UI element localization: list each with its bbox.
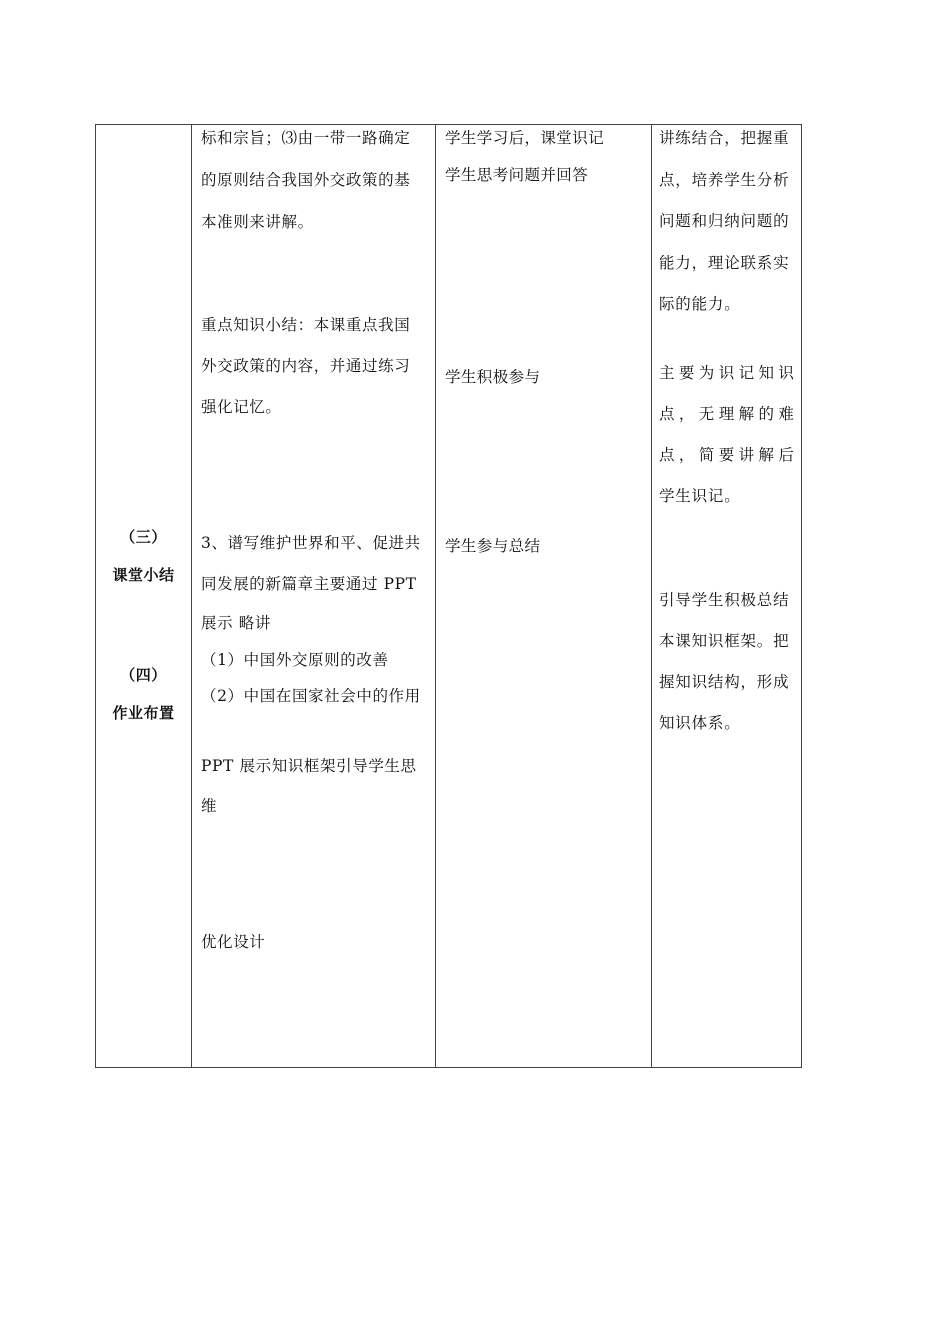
teacher-text-line: 本准则来讲解。 [201, 213, 314, 231]
intent-text-line: 能力，理论联系实 [659, 254, 790, 272]
teacher-text-line: 外交政策的内容，并通过练习 [201, 357, 411, 375]
intent-text-line: 讲练结合，把握重 [659, 129, 790, 147]
student-text-line: 学生思考问题并回答 [445, 166, 589, 184]
intent-text-line: 点，无理解的难 [659, 405, 799, 423]
teacher-text-line: 重点知识小结：本课重点我国 [201, 316, 411, 334]
intent-text-line: 际的能力。 [659, 295, 741, 313]
intent-text-line: 点，简要讲解后 [659, 446, 799, 464]
teacher-text-line: 优化设计 [201, 933, 266, 951]
student-text-line: 学生参与总结 [445, 537, 541, 555]
section-label-cell [96, 125, 191, 1067]
student-activity-cell [435, 125, 651, 1067]
teacher-activity-cell [191, 125, 435, 1067]
intent-text-line: 学生识记。 [659, 487, 741, 505]
intent-text-line: 引导学生积极总结 [659, 591, 790, 609]
student-text-line: 学生积极参与 [445, 368, 541, 386]
section-4-title: 作业布置 [112, 704, 175, 722]
teacher-text-line: （2）中国在国家社会中的作用 [201, 687, 421, 705]
section-4-number: （四） [120, 666, 167, 684]
teacher-text-line: 强化记忆。 [201, 398, 282, 416]
intent-text-line: 知识体系。 [659, 714, 741, 732]
section-3-number: （三） [120, 528, 167, 546]
intent-text-line: 握知识结构，形成 [659, 673, 790, 691]
intent-text-line: 主要为识记知识 [659, 364, 799, 382]
teacher-text-line: 维 [201, 797, 218, 815]
teacher-text-line: 的原则结合我国外交政策的基 [201, 171, 411, 189]
teacher-text-line: 同发展的新篇章主要通过 PPT [201, 575, 417, 593]
design-intent-cell [651, 125, 803, 1067]
intent-text-line: 本课知识框架。把 [659, 632, 790, 650]
intent-text-line: 点，培养学生分析 [659, 171, 790, 189]
teacher-text-line: 3、谱写维护世界和平、促进共 [201, 534, 421, 552]
teacher-text-line: 标和宗旨；⑶由一带一路确定 [201, 129, 411, 147]
student-text-line: 学生学习后，课堂识记 [445, 129, 605, 147]
section-3-title: 课堂小结 [112, 566, 175, 584]
teacher-text-line: （1）中国外交原则的改善 [201, 651, 389, 669]
teacher-text-line: 展示 略讲 [201, 614, 271, 632]
intent-text-line: 问题和归纳问题的 [659, 212, 790, 230]
teacher-text-line: PPT 展示知识框架引导学生思 [201, 757, 417, 775]
lesson-plan-table [95, 124, 802, 1068]
